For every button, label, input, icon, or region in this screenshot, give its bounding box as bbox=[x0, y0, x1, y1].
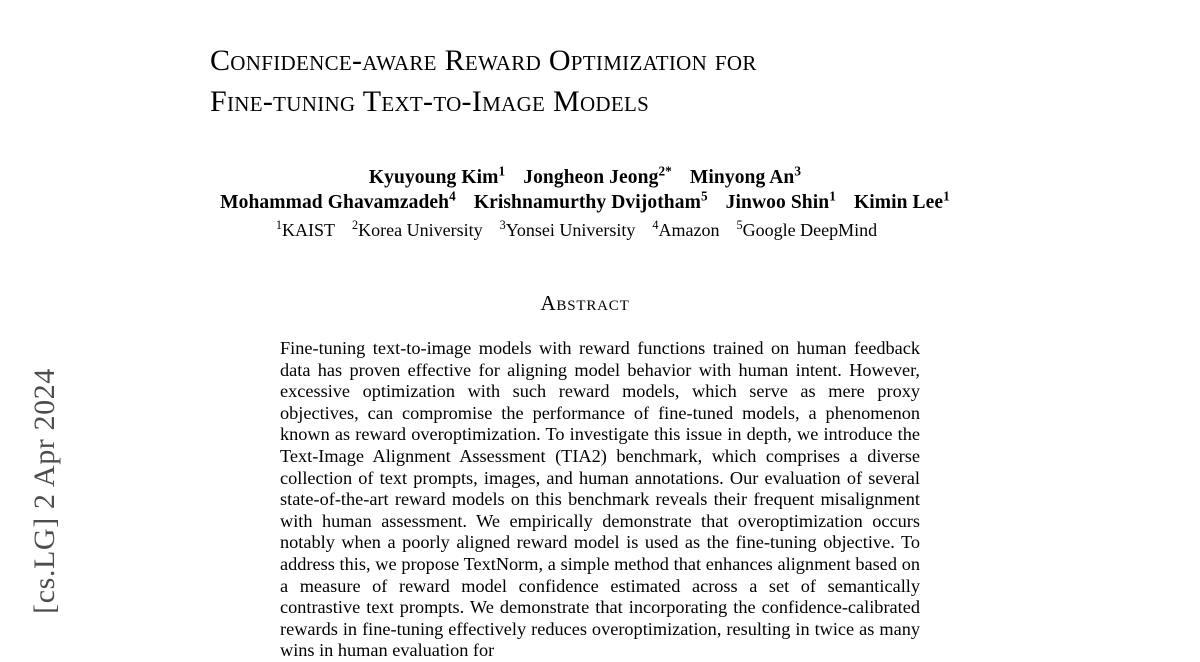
affiliation-item bbox=[500, 220, 636, 240]
author-name: Kyuyoung Kim bbox=[368, 167, 499, 188]
author-name: Jinwoo Shin bbox=[725, 192, 830, 213]
affiliation-name: KAIST bbox=[282, 220, 335, 240]
author-name: Kimin Lee bbox=[853, 192, 944, 213]
affiliation-item bbox=[652, 220, 719, 240]
affiliation-marker: 3 bbox=[499, 218, 506, 232]
affiliation-marker: 4 bbox=[652, 218, 659, 232]
affiliation-name: Korea University bbox=[358, 220, 483, 240]
affiliation-name: Yonsei University bbox=[505, 220, 636, 240]
affiliation-name: Amazon bbox=[658, 220, 720, 240]
affiliation-item bbox=[737, 220, 878, 240]
affiliation-marker: 5 bbox=[736, 218, 743, 232]
affiliation-name: Google DeepMind bbox=[742, 220, 878, 240]
paper-content bbox=[210, 40, 970, 662]
arxiv-stamp-text: [cs.LG] 2 Apr 2024 bbox=[28, 368, 62, 614]
author-name: Minyong An bbox=[689, 167, 795, 188]
abstract-heading: Abstract bbox=[540, 291, 630, 315]
author-affiliation-marker: 1 bbox=[943, 188, 950, 204]
title-line-1: Confidence-aware Reward Optimization for bbox=[210, 44, 757, 77]
arxiv-stamp bbox=[10, 0, 80, 648]
author-affiliation-marker: 5 bbox=[700, 188, 708, 204]
author-name: Jongheon Jeong bbox=[523, 167, 659, 188]
title-line-2: Fine-tuning Text-to-Image Models bbox=[210, 85, 650, 118]
author-affiliation-marker: 3 bbox=[794, 163, 802, 179]
affiliation-marker: 2 bbox=[352, 218, 359, 232]
affiliation-list bbox=[210, 217, 960, 243]
author-affiliation-marker: 2* bbox=[658, 163, 672, 179]
abstract-body bbox=[280, 338, 920, 662]
author-row-1 bbox=[210, 165, 960, 190]
author-row-2 bbox=[210, 190, 960, 215]
affiliation-item bbox=[352, 220, 483, 240]
author-affiliation-marker: 1 bbox=[829, 188, 836, 204]
author-name: Mohammad Ghavamzadeh bbox=[220, 192, 450, 213]
affiliation-item bbox=[276, 220, 335, 240]
author-affiliation-marker: 1 bbox=[498, 163, 506, 179]
affiliation-marker: 1 bbox=[275, 218, 282, 232]
author-block bbox=[210, 165, 960, 243]
page-title bbox=[210, 40, 970, 122]
author-affiliation-marker: 4 bbox=[449, 188, 456, 204]
author-name: Krishnamurthy Dvijotham bbox=[473, 192, 701, 213]
abstract-text: Fine-tuning text-to-image models with reward functions trained on human feedback data has proven effective for aligning model behavior with human intent. However, excessive optimization with such reward models, which serve as mere proxy objectives, can compromise the performance of fine-tuned models, a phenomenon known as reward overoptimization. To investigate this issue in depth, we introduce the Text-Image Alignment Assessment (TIA2) benchmark, which comprises a diverse collection of text prompts, images, and human annotations. Our evaluation of several state-of-the-art reward models on this benchmark reveals their frequent misalignment with human assessment. We empirically demonstrate that overoptimization occurs notably when a poorly aligned reward model is used as the fine-tuning objective. To address this, we propose TextNorm, a simple method that enhances alignment based on a measure of reward model confidence estimated across a set of semantically contrastive text prompts. We demonstrate that incorporating the confidence-calibrated rewards in fine-tuning effectively reduces overoptimization, resulting in twice as many wins in human evaluation for bbox=[280, 338, 920, 661]
